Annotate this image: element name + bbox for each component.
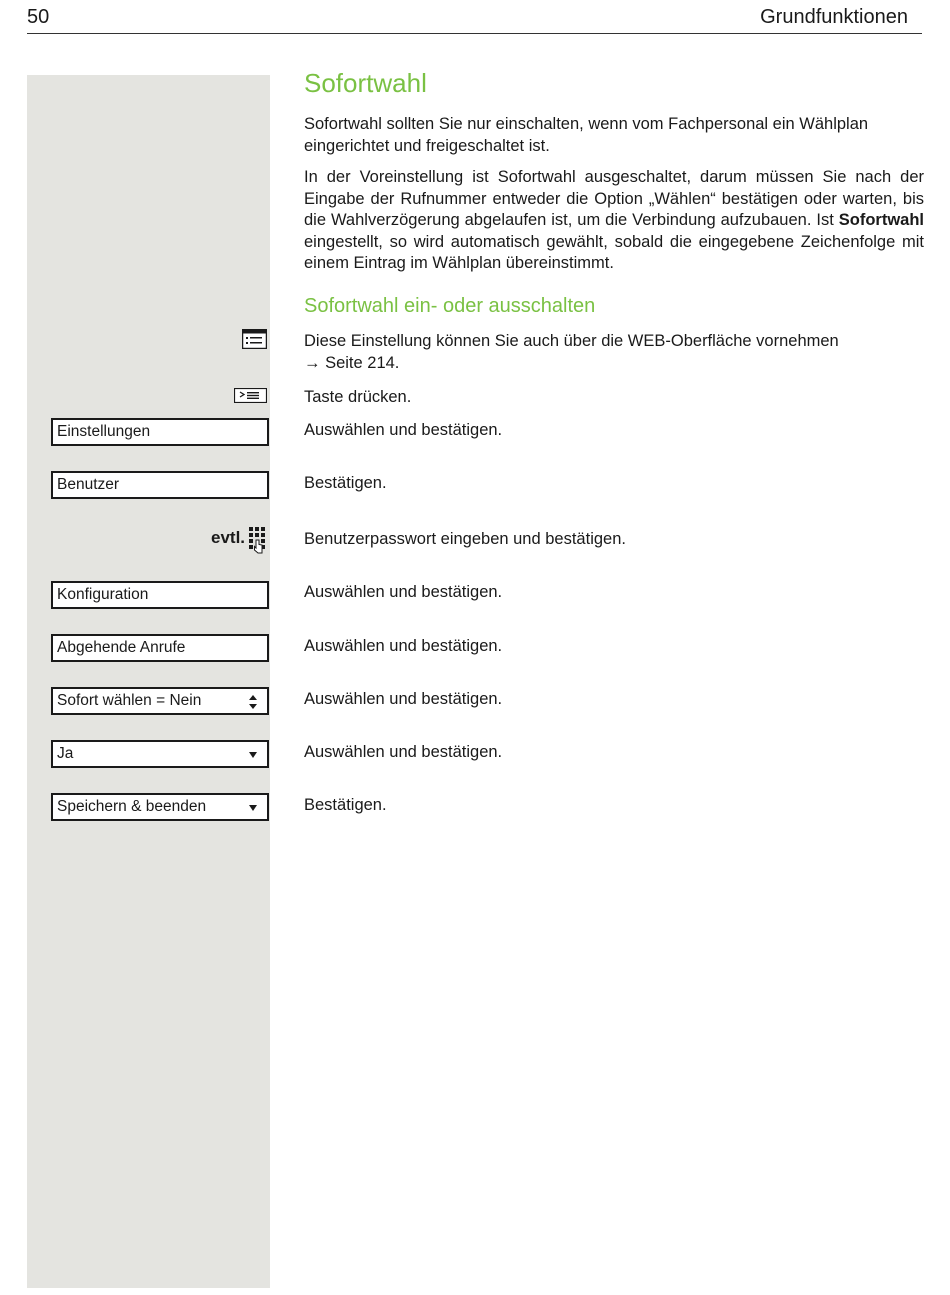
web-menu-icon xyxy=(242,329,267,349)
web-note xyxy=(304,331,924,374)
menu-item-label: Einstellungen xyxy=(57,423,151,440)
updown-arrow-icon xyxy=(249,695,257,709)
step-instruction: Bestätigen. xyxy=(304,474,387,492)
option-speichern-beenden[interactable] xyxy=(51,793,269,821)
web-note-line: Diese Einstellung können Sie auch über die WEB-Oberfläche vornehmen xyxy=(304,332,839,350)
menu-item-abgehende-anrufe[interactable] xyxy=(51,634,269,662)
optional-label: evtl. xyxy=(211,528,246,547)
intro-paragraph: Sofortwahl sollten Sie nur einschalten, wenn vom Fachpersonal ein Wählplan eingerichtet und freigeschaltet ist. xyxy=(304,115,869,155)
paragraph-text: In der Voreinstellung ist Sofortwahl ausgeschaltet, darum müssen Sie nach der Eingabe der Rufnummer entweder die Option „Wählen“ bestätigen oder warten, bis die Wahlverzögerung abgelaufen ist, um die Verbindung aufzubauen. Ist xyxy=(304,168,924,229)
page-title: Sofortwahl xyxy=(304,68,427,98)
menu-item-benutzer[interactable] xyxy=(51,471,269,499)
down-arrow-icon xyxy=(249,752,257,759)
menu-item-label: Speichern & beenden xyxy=(57,798,207,815)
paragraph-text: eingestellt, so wird automatisch gewählt, sobald die eingegebene Zeichenfolge mit einem Eintrag im Wählplan übereinstimmt. xyxy=(304,232,924,272)
down-arrow-icon xyxy=(249,805,257,812)
step-instruction: Auswählen und bestätigen. xyxy=(304,583,503,601)
web-note-link[interactable]: → Seite 214. xyxy=(304,353,400,372)
step-instruction: Auswählen und bestätigen. xyxy=(304,690,503,708)
press-key-text: Taste drücken. xyxy=(304,388,412,406)
menu-item-label: Konfiguration xyxy=(57,586,149,603)
sidebar-column xyxy=(27,75,270,1288)
step-instruction: Auswählen und bestätigen. xyxy=(304,637,503,655)
page-header xyxy=(27,0,922,34)
menu-key-icon xyxy=(234,388,267,403)
menu-item-label: Ja xyxy=(57,745,74,762)
menu-item-label: Sofort wählen = Nein xyxy=(57,692,202,709)
page-number: 50 xyxy=(27,6,50,28)
step-instruction: Bestätigen. xyxy=(304,796,387,814)
option-ja[interactable] xyxy=(51,740,269,768)
step-instruction: Auswählen und bestätigen. xyxy=(304,743,503,761)
keypad-icon xyxy=(248,526,268,554)
paragraph-bold-term: Sofortwahl xyxy=(838,211,924,229)
default-setting-paragraph xyxy=(304,167,924,275)
menu-item-label: Benutzer xyxy=(57,476,120,493)
main-content xyxy=(304,66,924,319)
menu-item-konfiguration[interactable] xyxy=(51,581,269,609)
chapter-title: Grundfunktionen xyxy=(760,6,908,28)
option-sofort-waehlen[interactable] xyxy=(51,687,269,715)
step-instruction: Auswählen und bestätigen. xyxy=(304,421,503,439)
step-instruction: Benutzerpasswort eingeben und bestätigen. xyxy=(304,530,626,548)
section-subtitle: Sofortwahl ein- oder ausschalten xyxy=(304,294,596,317)
menu-item-einstellungen[interactable] xyxy=(51,418,269,446)
menu-item-label: Abgehende Anrufe xyxy=(57,639,186,656)
